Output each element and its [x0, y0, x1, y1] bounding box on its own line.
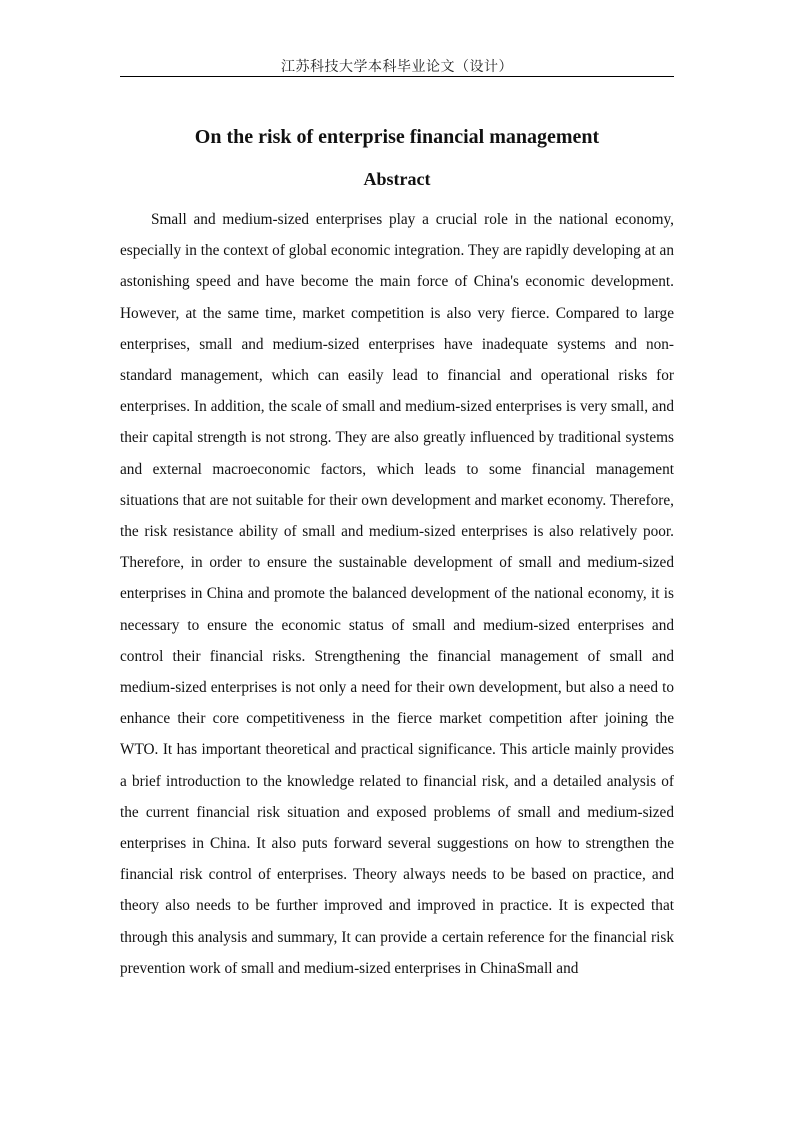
- header-rule: [120, 76, 674, 77]
- abstract-body: Small and medium-sized enterprises play a crucial role in the national economy, especially in the context of global economic integration. They are rapidly developing at an astonishing speed and have become the main force of China's economic development. However, at the same time, market competition is also very fierce. Compared to large enterprises, small and medium-sized enterprises have inadequate systems and non-standard management, which can easily lead to financial and operational risks for enterprises. In addition, the scale of small and medium-sized enterprises is very small, and their capital strength is not strong. They are also greatly influenced by traditional systems and external macroeconomic factors, which leads to some financial management situations that are not suitable for their own development and market economy. Therefore, the risk resistance ability of small and medium-sized enterprises is also relatively poor. Therefore, in order to ensure the sustainable development of small and medium-sized enterprises in China and promote the balanced development of the national economy, it is necessary to ensure the economic status of small and medium-sized enterprises and control their financial risks. Strengthening the financial management of small and medium-sized enterprises is not only a need for their own development, but also a need to enhance their core competitiveness in the fierce market competition after joining the WTO. It has important theoretical and practical significance. This article mainly provides a brief introduction to the knowledge related to financial risk, and a detailed analysis of the current financial risk situation and exposed problems of small and medium-sized enterprises in China. It also puts forward several suggestions on how to strengthen the financial risk control of enterprises. Theory always needs to be based on practice, and theory also needs to be further improved and improved in practice. It is expected that through this analysis and summary, It can provide a certain reference for the financial risk prevention work of small and medium-sized enterprises in ChinaSmall and: [120, 211, 674, 977]
- running-header: 江苏科技大学本科毕业论文（设计）: [281, 59, 513, 75]
- abstract-heading: Abstract: [363, 169, 431, 189]
- paper-title: On the risk of enterprise financial management: [194, 126, 600, 148]
